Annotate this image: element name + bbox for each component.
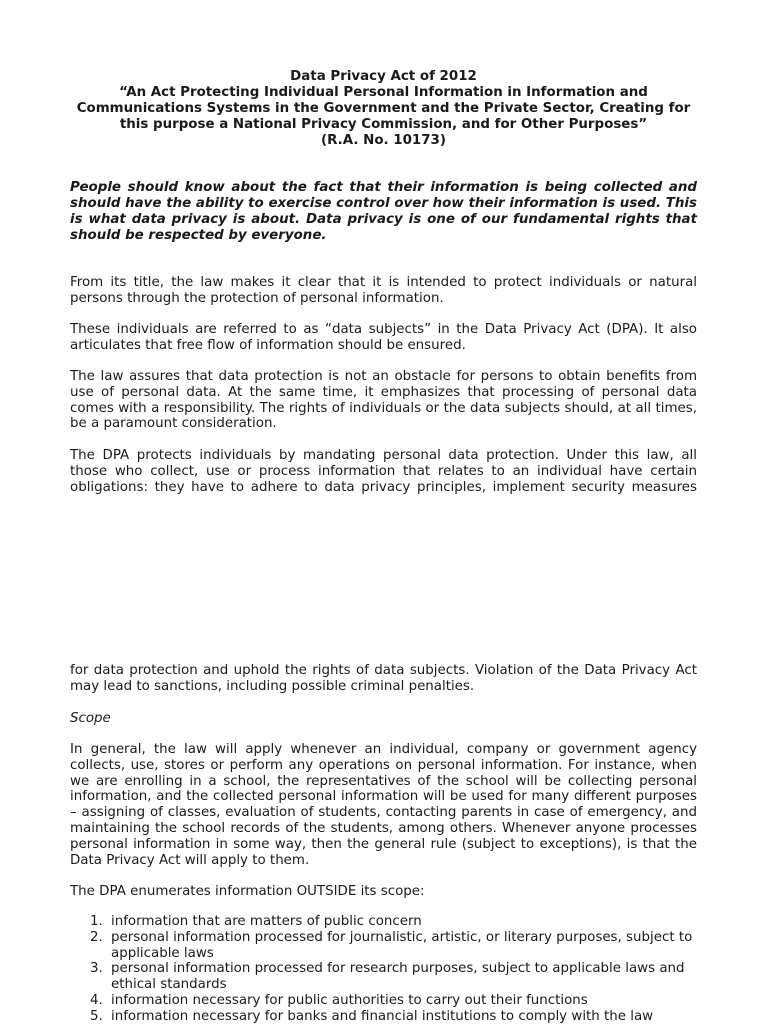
list-item-text: personal information processed for journalistic, artistic, or literary purposes, subject to applicable laws <box>111 929 693 961</box>
list-item <box>70 1009 697 1025</box>
paragraph-title-intent: From its title, the law makes it clear that it is intended to protect individuals or natural persons through the protection of personal information. <box>70 275 697 306</box>
list-item-number: 4. <box>90 992 103 1008</box>
paragraph-dpa-obligations: The DPA protects individuals by mandating personal data protection. Under this law, all those who collect, use or process information that relates to an individual have certain obligations: they have to adhere to data privacy principles, implement security measures <box>70 448 697 495</box>
list-item-text: information that are matters of public concern <box>111 914 422 929</box>
document-page <box>70 0 697 1024</box>
paragraph-scope-general: In general, the law will apply whenever an individual, company or government agency collects, use, stores or perform any operations on personal information. For instance, when we are enrolling in a school, the representatives of the school will be collecting personal information, and the collected personal information will be used for many different purposes – assigning of classes, evaluation of students, contacting parents in case of emergency, and maintaining the school records of the students, among others. Whenever anyone processes personal information in some way, then the general rule (subject to exceptions), is that the Data Privacy Act will apply to them. <box>70 742 697 868</box>
list-item-number: 1. <box>90 914 103 929</box>
list-item <box>70 993 697 1009</box>
list-item-text: information necessary for banks and financial institutions to comply with the law <box>111 1008 654 1024</box>
title-line-5: (R.A. No. 10173) <box>321 133 446 148</box>
title-line-3: Communications Systems in the Government and the Private Sector, Creating for <box>76 101 691 116</box>
list-item-text: personal information processed for research purposes, subject to applicable laws and ethical standards <box>111 961 685 993</box>
list-item-text: information necessary for public authorities to carry out their functions <box>111 992 588 1008</box>
list-item-number: 5. <box>90 1008 103 1024</box>
intro-paragraph: People should know about the fact that their information is being collected and should have the ability to exercise control over how their information is used. This is what data privacy is about. Data privacy is one of our fundamental rights that should be respected by everyone. <box>70 180 697 243</box>
paragraph-data-subjects: These individuals are referred to as “data subjects” in the Data Privacy Act (DPA). It also articulates that free flow of information should be ensured. <box>70 322 697 353</box>
list-item-number: 3. <box>90 961 103 977</box>
title-line-1: Data Privacy Act of 2012 <box>290 69 477 84</box>
list-item <box>70 961 697 993</box>
title-line-4: this purpose a National Privacy Commission, and for Other Purposes” <box>119 117 648 132</box>
list-item-number: 2. <box>90 929 103 945</box>
paragraph-outside-scope: The DPA enumerates information OUTSIDE its scope: <box>70 884 425 899</box>
title-line-2: “An Act Protecting Individual Personal Information in Information and <box>119 85 648 100</box>
document-title <box>64 69 703 149</box>
list-item <box>70 930 697 962</box>
scope-heading: Scope <box>70 711 111 726</box>
paragraph-data-protection: The law assures that data protection is not an obstacle for persons to obtain benefits from use of personal data. At the same time, it emphasizes that processing of personal data comes with a responsibility. The rights of individuals or the data subjects should, at all times, be a paramount consideration. <box>70 369 697 432</box>
list-item <box>70 914 697 930</box>
outside-scope-list <box>70 914 697 1025</box>
paragraph-violations: for data protection and uphold the rights of data subjects. Violation of the Data Privacy Act may lead to sanctions, including possible criminal penalties. <box>70 663 697 694</box>
